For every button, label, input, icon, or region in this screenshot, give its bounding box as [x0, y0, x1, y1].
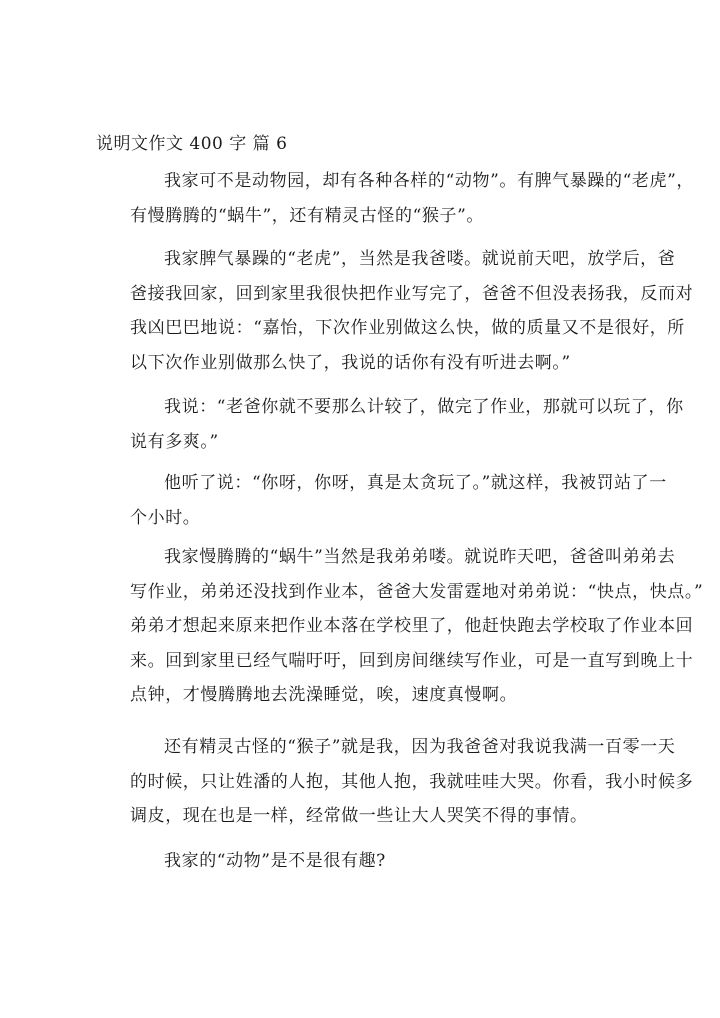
paragraph-line: 我家脾气暴躁的“老虎”，当然是我爸喽。就说前天吧，放学后，爸	[164, 249, 676, 269]
paragraph-tiger	[96, 242, 694, 380]
paragraph-intro	[96, 164, 694, 233]
paragraph-line: 还有精灵古怪的“猴子”就是我，因为我爸爸对我说我满一百零一天	[164, 737, 676, 757]
paragraph-conclusion	[96, 844, 636, 879]
paragraph-line: 爸接我回家，回到家里我很快把作业写完了，爸爸不但没表扬我，反而对	[130, 283, 694, 304]
paragraph-line: 我家慢腾腾的“蜗牛”当然是我弟弟喽。就说昨天吧，爸爸叫弟弟去	[164, 547, 676, 567]
paragraph-snail	[96, 540, 704, 713]
paragraph-line: 我凶巴巴地说：“嘉怡，下次作业别做这么快，做的质量又不是很好，所	[130, 318, 685, 338]
paragraph-reply	[96, 390, 684, 459]
paragraph-punishment	[96, 466, 667, 535]
document-title: 说明文作文 400 字 篇 6	[96, 134, 288, 154]
paragraph-line: 有慢腾腾的“蜗牛”，还有精灵古怪的“猴子”。	[130, 205, 484, 226]
paragraph-line: 调皮，现在也是一样，经常做一些让大人哭笑不得的事情。	[130, 806, 588, 826]
paragraph-line: 他听了说：“你呀，你呀，真是太贪玩了。”就这样，我被罚站了一	[164, 473, 667, 493]
paragraph-line: 写作业，弟弟还没找到作业本，爸爸大发雷霆地对弟弟说：“快点，快点。”	[130, 581, 704, 602]
paragraph-line: 弟弟才想起来原来把作业本落在学校里了，他赶快跑去学校取了作业本回	[130, 616, 694, 636]
paragraph-line: 我说：“老爸你就不要那么计较了，做完了作业，那就可以玩了，你	[164, 397, 684, 417]
paragraph-monkey	[96, 730, 694, 834]
paragraph-line: 的时候，只让姓潘的人抱，其他人抱，我就哇哇大哭。你看，我小时候多	[130, 771, 694, 792]
paragraph-line: 以下次作业别做那么快了，我说的话你有没有听进去啊。”	[130, 352, 571, 373]
paragraph-line: 点钟，才慢腾腾地去洗澡睡觉，唉，速度真慢啊。	[130, 685, 518, 705]
paragraph-line: 我家的“动物”是不是很有趣?	[164, 851, 386, 871]
paragraph-line: 我家可不是动物园，却有各种各样的“动物”。有脾气暴躁的“老虎”，	[164, 171, 694, 191]
paragraph-line: 个小时。	[130, 507, 201, 528]
paragraph-line: 说有多爽。”	[130, 431, 219, 452]
paragraph-line: 来。回到家里已经气喘吁吁，回到房间继续写作业，可是一直写到晚上十	[130, 650, 694, 671]
